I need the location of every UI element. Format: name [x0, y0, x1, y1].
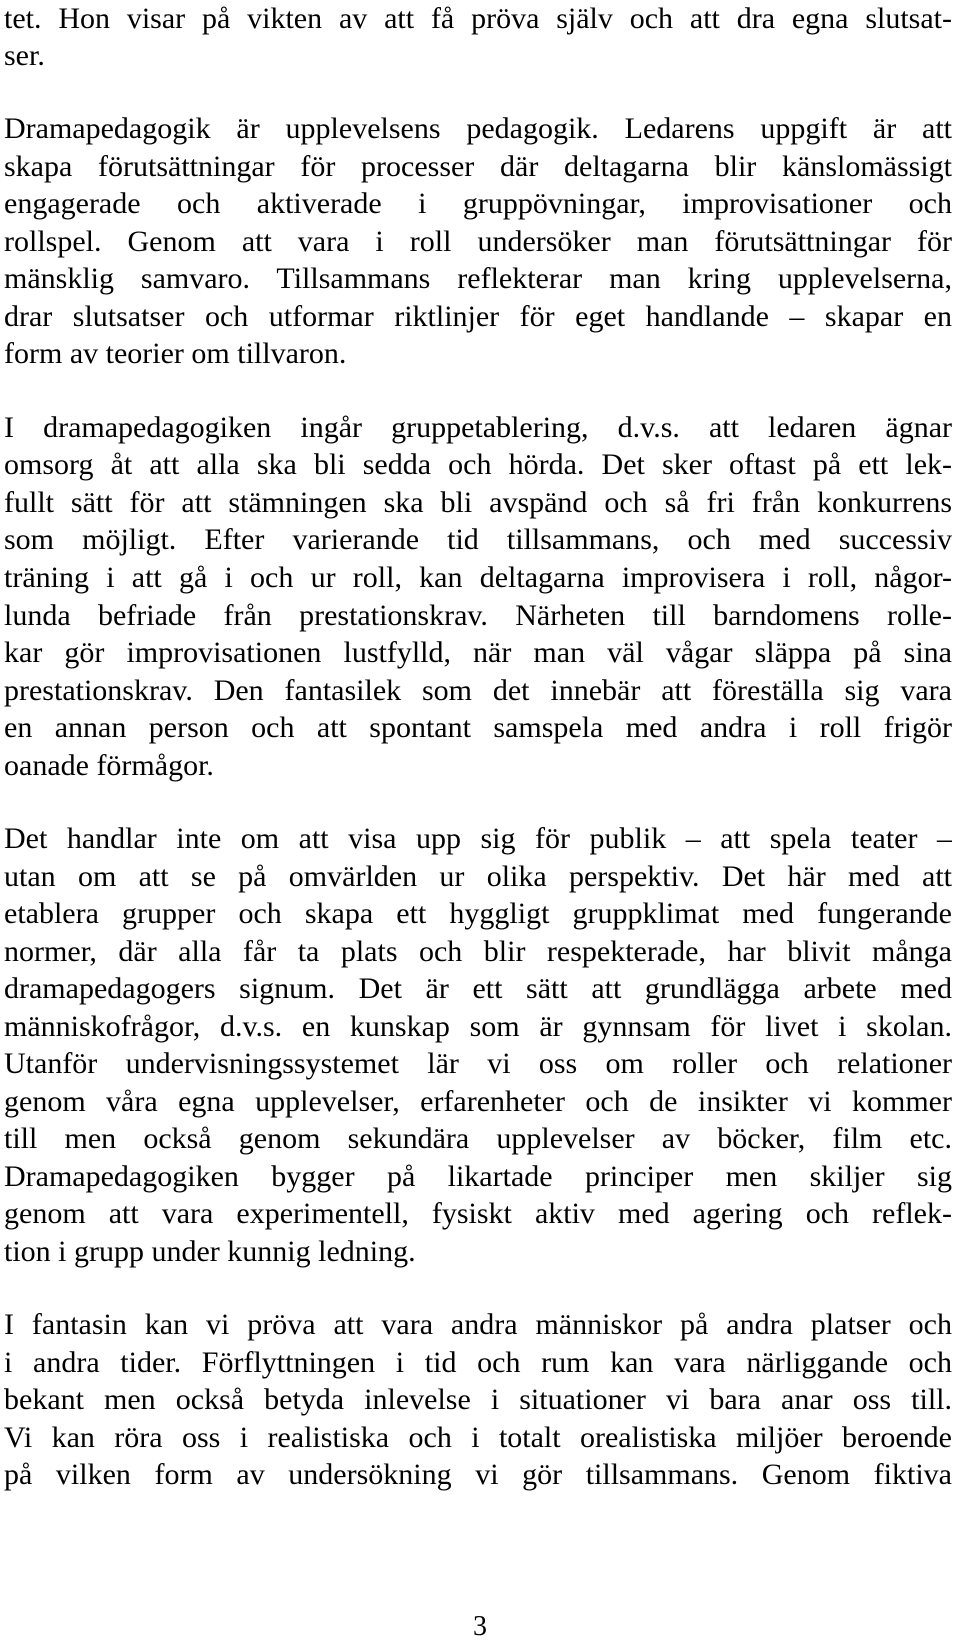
text-line: på vilken form av undersökning vi gör tillsammans. Genom fiktiva [4, 1458, 952, 1491]
text-line: Vi kan röra oss i realistiska och i totalt orealistiska miljöer beroende [4, 1421, 952, 1454]
text-line: mänsklig samvaro. Tillsammans reflekterar man kring upplevelserna, [4, 262, 952, 295]
text-line: I fantasin kan vi pröva att vara andra människor på andra platser och [4, 1308, 952, 1341]
text-line: genom våra egna upplevelser, erfarenheter och de insikter vi kommer [4, 1085, 952, 1118]
text-line: bekant men också betyda inlevelse i situationer vi bara anar oss till. [4, 1383, 952, 1416]
text-line: dramapedagogers signum. Det är ett sätt att grundlägga arbete med [4, 972, 952, 1005]
text-line: rollspel. Genom att vara i roll undersöker man förutsättningar för [4, 225, 952, 258]
text-line: omsorg åt att alla ska bli sedda och hörda. Det sker oftast på ett lek- [4, 448, 952, 481]
text-line: I dramapedagogiken ingår gruppetablering, d.v.s. att ledaren ägnar [4, 411, 952, 444]
text-line: tion i grupp under kunnig ledning. [4, 1235, 416, 1268]
text-line: träning i att gå i och ur roll, kan deltagarna improvisera i roll, någor- [4, 561, 952, 594]
text-line: ser. [4, 39, 45, 72]
text-line: normer, där alla får ta plats och blir respekterade, har blivit många [4, 935, 952, 968]
page-number: 3 [473, 1611, 487, 1642]
text-line: Dramapedagogiken bygger på likartade principer men skiljer sig [4, 1160, 952, 1193]
text-line: utan om att se på omvärlden ur olika perspektiv. Det här med att [4, 860, 952, 893]
text-line: Det handlar inte om att visa upp sig för publik – att spela teater – [4, 822, 952, 855]
text-line: kar gör improvisationen lustfylld, när man väl vågar släppa på sina [4, 636, 952, 669]
text-line: Utanför undervisningssystemet lär vi oss om roller och relationer [4, 1047, 952, 1080]
text-line: till men också genom sekundära upplevelser av böcker, film etc. [4, 1122, 952, 1155]
text-line: i andra tider. Förflyttningen i tid och rum kan vara närliggande och [4, 1346, 952, 1379]
text-line: människofrågor, d.v.s. en kunskap som är gynnsam för livet i skolan. [4, 1010, 952, 1043]
text-line: tet. Hon visar på vikten av att få pröva själv och att dra egna slutsat- [4, 2, 952, 35]
text-line: lunda befriade från prestationskrav. Närheten till barndomens rolle- [4, 599, 952, 632]
text-line: Dramapedagogik är upplevelsens pedagogik. Ledarens uppgift är att [4, 112, 952, 145]
text-line: en annan person och att spontant samspela med andra i roll frigör [4, 711, 952, 744]
text-line: prestationskrav. Den fantasilek som det innebär att föreställa sig vara [4, 674, 952, 707]
text-line: oanade förmågor. [4, 749, 214, 782]
text-line: etablera grupper och skapa ett hyggligt gruppklimat med fungerande [4, 897, 952, 930]
text-line: drar slutsatser och utformar riktlinjer för eget handlande – skapar en [4, 300, 952, 333]
text-line: engagerade och aktiverade i gruppövningar, improvisationer och [4, 187, 952, 220]
text-line: som möjligt. Efter varierande tid tillsammans, och med successiv [4, 523, 952, 556]
text-line: genom att vara experimentell, fysiskt aktiv med agering och reflek- [4, 1197, 952, 1230]
text-line: form av teorier om tillvaron. [4, 337, 347, 370]
text-line: fullt sätt för att stämningen ska bli avspänd och så fri från konkurrens [4, 486, 952, 519]
text-line: skapa förutsättningar för processer där deltagarna blir känslomässigt [4, 150, 952, 183]
